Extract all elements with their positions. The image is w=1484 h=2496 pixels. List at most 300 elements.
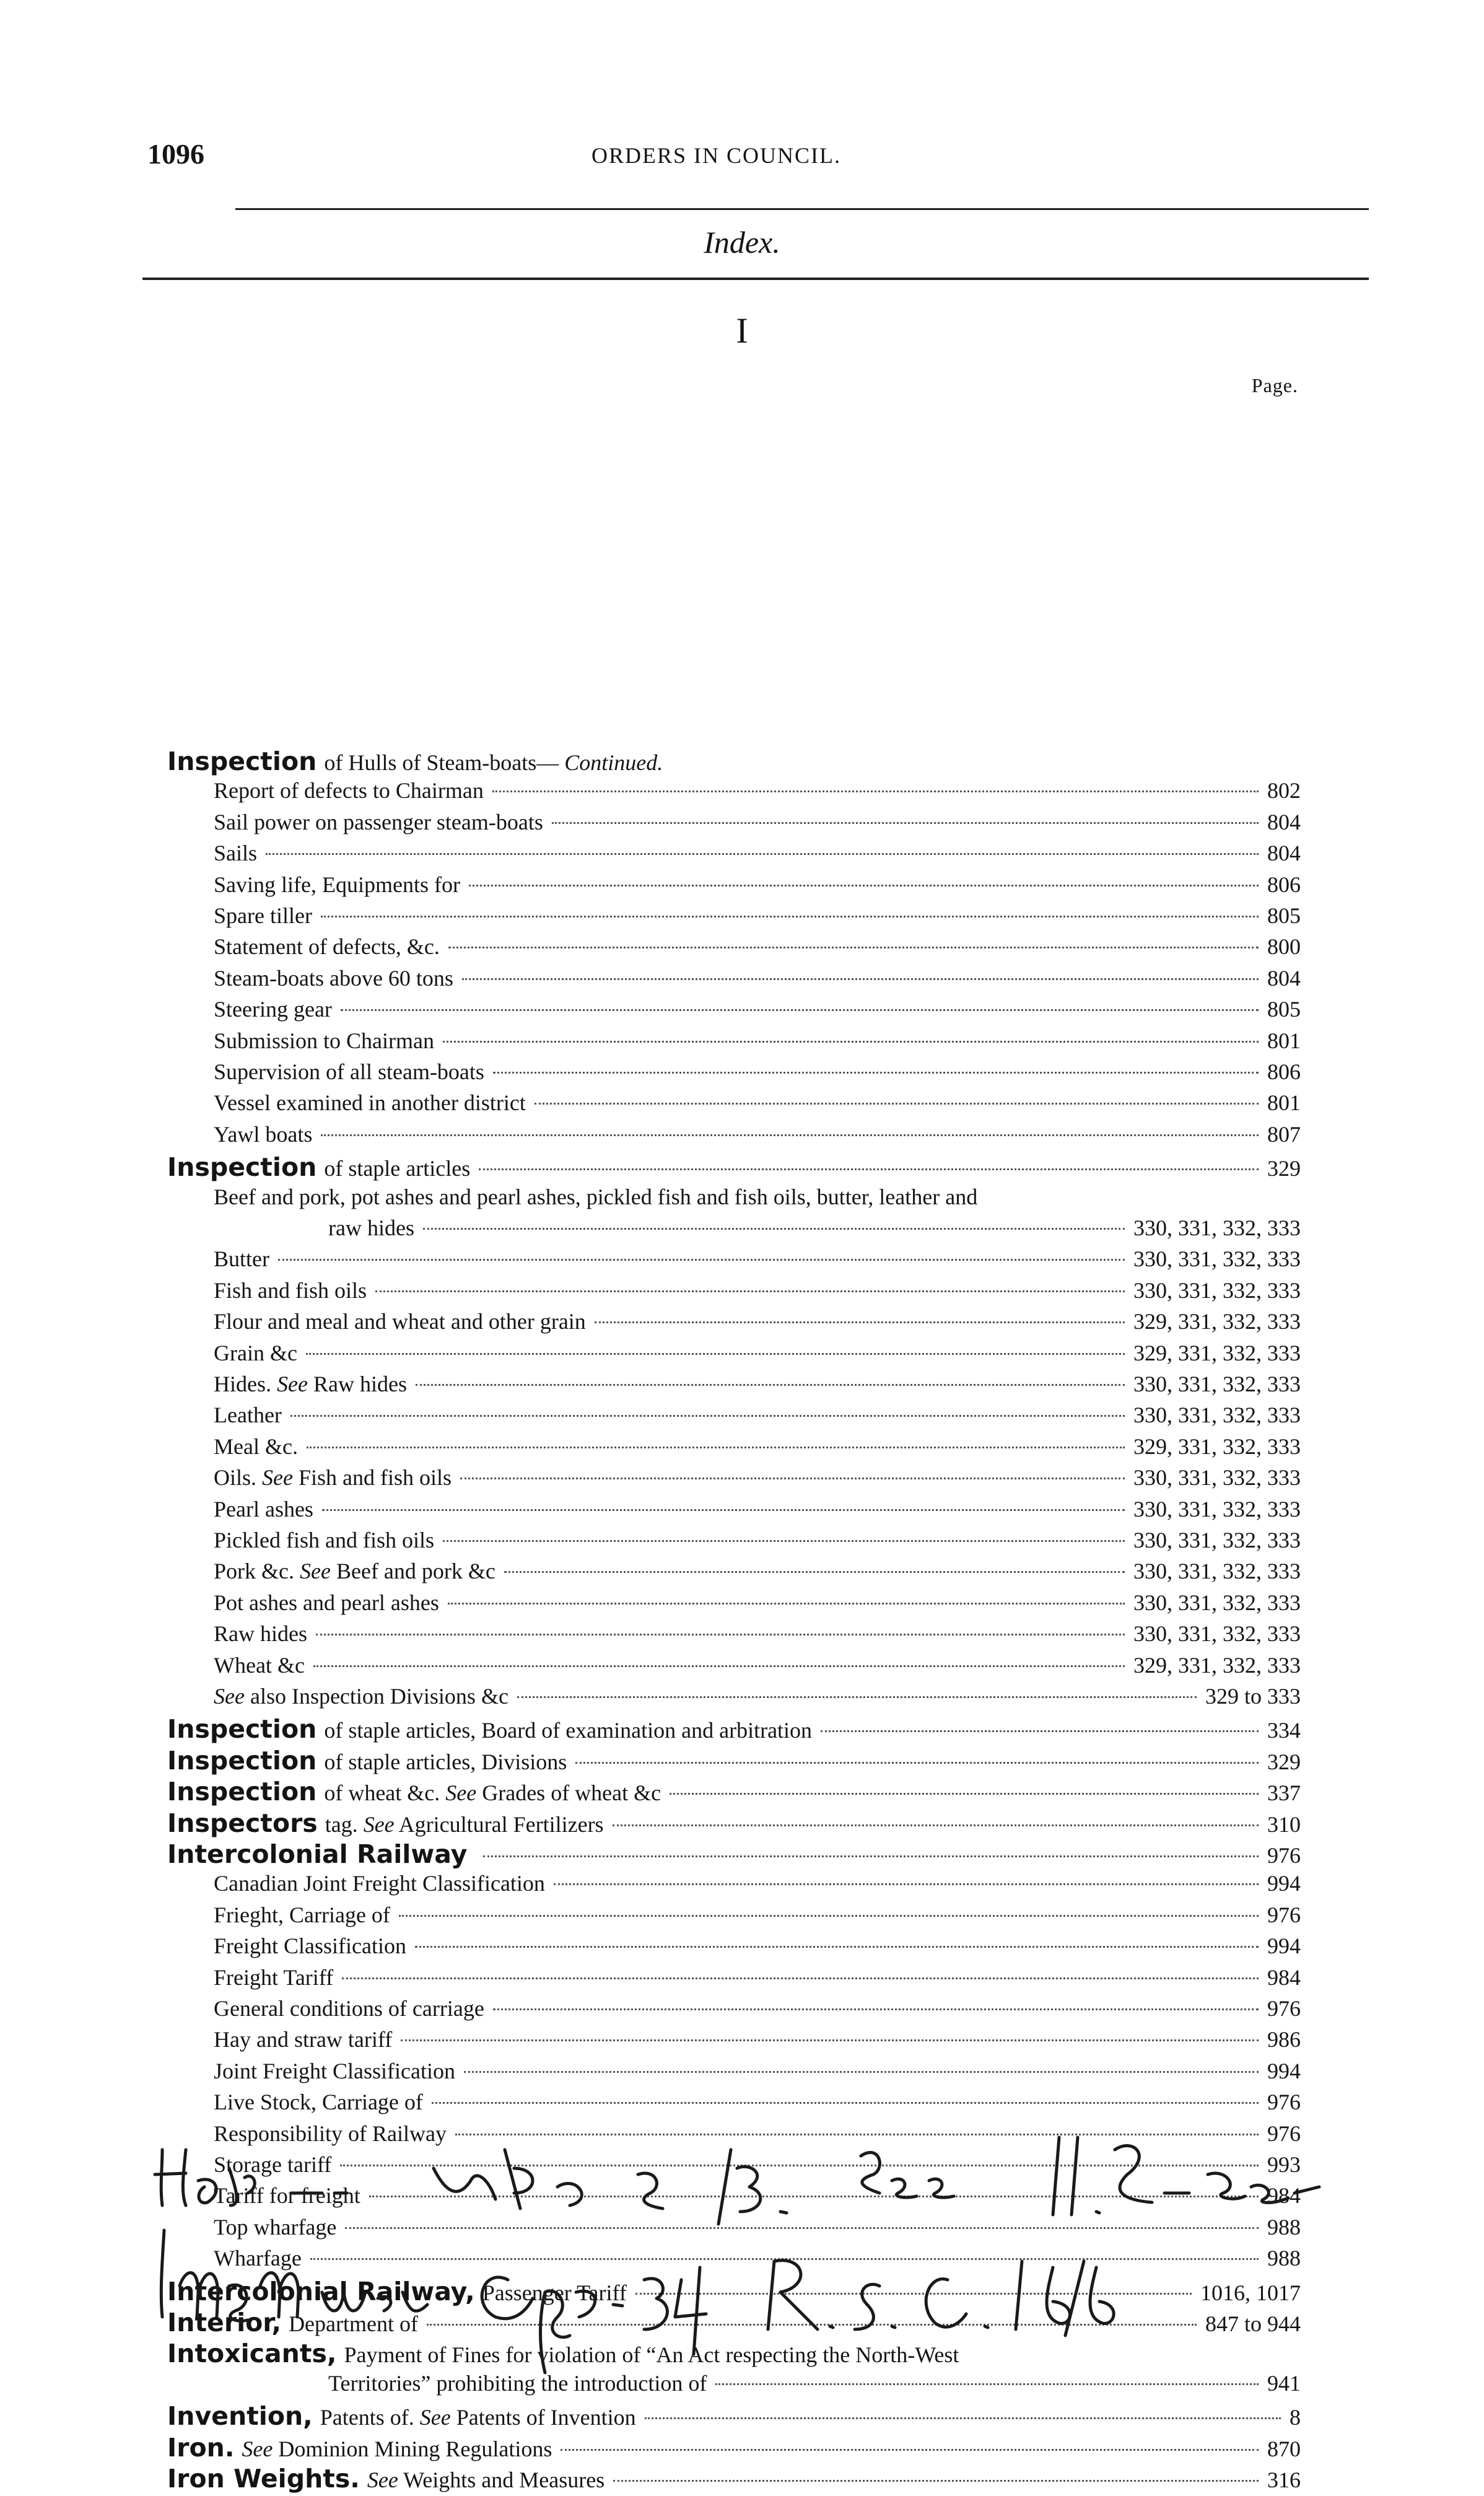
page-reference: 310 bbox=[1267, 1811, 1301, 1837]
index-subentry bbox=[214, 809, 1301, 841]
page-reference: 330, 331, 332, 333 bbox=[1133, 1621, 1301, 1647]
page-reference: 994 bbox=[1267, 2058, 1301, 2083]
page-reference: 988 bbox=[1267, 2214, 1301, 2240]
section-letter: I bbox=[736, 310, 748, 351]
dot-leader bbox=[415, 1946, 1259, 1948]
entry-text: Wheat &c bbox=[214, 1652, 305, 1678]
page-reference: 1016, 1017 bbox=[1200, 2280, 1301, 2305]
dot-leader bbox=[278, 1259, 1125, 1261]
entry-label bbox=[167, 2277, 627, 2306]
entry-reference-text: Agricultural Fertilizers bbox=[398, 1811, 604, 1837]
dot-leader bbox=[493, 1072, 1259, 1074]
index-subentry bbox=[214, 1870, 1301, 1903]
dot-leader bbox=[635, 2293, 1192, 2295]
entry-text: Sail power on passenger steam-boats bbox=[214, 809, 543, 834]
page-reference: 847 to 944 bbox=[1205, 2311, 1301, 2336]
entry-label bbox=[214, 1621, 307, 1647]
index-subentry bbox=[214, 1371, 1301, 1403]
page-reference: 330, 331, 332, 333 bbox=[1133, 1528, 1301, 1552]
see-reference: See bbox=[419, 2405, 451, 2430]
index-subentry bbox=[214, 1465, 1301, 1497]
dot-leader bbox=[321, 1134, 1259, 1136]
entry-text: Raw hides bbox=[214, 1621, 307, 1647]
index-entry-main bbox=[167, 2464, 1301, 2496]
page-reference: 976 bbox=[1267, 2090, 1301, 2115]
dot-leader bbox=[306, 1353, 1125, 1355]
page-reference: 801 bbox=[1267, 1028, 1301, 1053]
index-entry-main bbox=[167, 1152, 1301, 1185]
index-subentry bbox=[214, 1090, 1301, 1122]
index-subentry bbox=[214, 1308, 1301, 1341]
entry-label bbox=[167, 1714, 812, 1744]
entry-reference-text: Grades of wheat &c bbox=[482, 1780, 661, 1806]
entry-label bbox=[214, 2152, 331, 2178]
dot-leader bbox=[575, 1762, 1259, 1764]
entry-text: of staple articles bbox=[324, 1156, 471, 1181]
page-reference: 976 bbox=[1267, 1996, 1301, 2021]
index-entry-main bbox=[167, 1746, 1301, 1778]
entry-text: Responsibility of Railway bbox=[214, 2121, 447, 2146]
page-reference: 329, 331, 332, 333 bbox=[1133, 1652, 1301, 1678]
page-reference: 330, 331, 332, 333 bbox=[1133, 1403, 1301, 1428]
index-subentry bbox=[214, 1995, 1301, 2028]
entry-text: Sails bbox=[214, 841, 258, 866]
dot-leader bbox=[554, 1883, 1259, 1885]
entry-heading: Interior, bbox=[167, 2308, 282, 2337]
dot-leader bbox=[266, 853, 1259, 855]
entry-label bbox=[167, 1808, 604, 1838]
entry-label bbox=[214, 1340, 297, 1366]
entry-heading: Intercolonial Railway, bbox=[167, 2276, 475, 2306]
page-reference: 334 bbox=[1267, 1718, 1301, 1743]
index-subentry bbox=[214, 965, 1301, 997]
entry-label bbox=[214, 2026, 392, 2052]
entry-label bbox=[214, 809, 543, 835]
page-reference: 800 bbox=[1267, 934, 1301, 960]
dot-leader bbox=[416, 1384, 1125, 1386]
entry-text: Tariff for freight bbox=[214, 2183, 360, 2209]
index-subentry bbox=[214, 1496, 1301, 1528]
index-title: Index. bbox=[704, 225, 780, 260]
entry-heading: Invention, bbox=[167, 2401, 313, 2432]
entry-text: Frieght, Carriage of bbox=[214, 1902, 390, 1927]
entry-reference-text: Raw hides bbox=[313, 1372, 407, 1396]
page-reference: 330, 331, 332, 333 bbox=[1133, 1277, 1301, 1303]
index-entry-main bbox=[167, 2401, 1301, 2433]
page-reference: 805 bbox=[1267, 997, 1301, 1022]
entry-label bbox=[214, 1465, 452, 1491]
dot-leader bbox=[517, 1696, 1197, 1698]
entry-label bbox=[214, 1652, 305, 1678]
dot-leader bbox=[645, 2417, 1281, 2419]
entry-text: Pork &c. bbox=[214, 1559, 294, 1584]
dot-leader bbox=[492, 790, 1259, 792]
dot-leader bbox=[316, 1634, 1125, 1636]
entry-label bbox=[214, 1870, 545, 1896]
entry-label bbox=[167, 1839, 474, 1869]
page-reference: 316 bbox=[1267, 2468, 1301, 2492]
entry-text: Department of bbox=[289, 2311, 418, 2336]
page-reference: 329 bbox=[1267, 1156, 1301, 1181]
entry-text: Statement of defects, &c. bbox=[214, 934, 440, 960]
entry-text: Vessel examined in another district bbox=[214, 1090, 526, 1116]
dot-leader bbox=[455, 2134, 1259, 2135]
entry-label bbox=[214, 996, 332, 1022]
entry-text: Hay and straw tariff bbox=[214, 2027, 393, 2052]
dot-leader bbox=[369, 2196, 1259, 2197]
dot-leader bbox=[483, 1855, 1259, 1857]
entry-text: General conditions of carriage bbox=[214, 1996, 484, 2021]
entry-heading: Inspection bbox=[167, 1714, 317, 1745]
header-rule bbox=[235, 208, 1369, 210]
see-reference: See bbox=[277, 1372, 308, 1396]
dot-leader bbox=[821, 1730, 1259, 1732]
index-subentry bbox=[214, 2089, 1301, 2121]
entry-text: Pickled fish and fish oils bbox=[214, 1528, 434, 1552]
entry-text: Report of defects to Chairman bbox=[214, 778, 484, 804]
page-reference: 337 bbox=[1267, 1780, 1301, 1806]
page-reference: 329, 331, 332, 333 bbox=[1133, 1434, 1301, 1459]
entry-text: Steam-boats above 60 tons bbox=[214, 965, 453, 991]
page-reference: 805 bbox=[1267, 903, 1301, 928]
index-subentry bbox=[214, 1340, 1301, 1372]
entry-text: Spare tiller bbox=[214, 903, 312, 928]
entry-text: Freight Classification bbox=[214, 1933, 406, 1959]
dot-leader bbox=[715, 2383, 1259, 2385]
page-reference: 329, 331, 332, 333 bbox=[1133, 1340, 1301, 1365]
page-reference: 993 bbox=[1267, 2152, 1301, 2177]
page-reference: 976 bbox=[1267, 1843, 1301, 1868]
see-reference: See bbox=[300, 1559, 331, 1584]
index-subentry bbox=[214, 1933, 1301, 1965]
entry-label bbox=[167, 1152, 470, 1182]
entry-text: Grain &c bbox=[214, 1340, 297, 1365]
index-subentry bbox=[328, 1215, 1301, 1247]
page-reference: 8 bbox=[1290, 2405, 1301, 2430]
entry-text: Pearl ashes bbox=[214, 1496, 313, 1522]
page-reference: 984 bbox=[1267, 1964, 1301, 1990]
entry-text: Payment of Fines for violation of “An Act respecting the North-West bbox=[344, 2342, 959, 2368]
entry-label bbox=[167, 2339, 959, 2368]
entry-label bbox=[214, 2183, 360, 2209]
dot-leader bbox=[462, 978, 1259, 980]
index-subentry bbox=[214, 777, 1301, 810]
entry-text: Saving life, Equipments for bbox=[214, 872, 460, 897]
dot-leader bbox=[460, 1478, 1125, 1479]
dot-leader bbox=[504, 1571, 1125, 1573]
index-entry-main bbox=[167, 1777, 1301, 1809]
dot-leader bbox=[310, 2258, 1259, 2260]
page-reference: 976 bbox=[1267, 1902, 1301, 1927]
see-reference: See bbox=[242, 2436, 273, 2461]
index-subentry bbox=[214, 1059, 1301, 1091]
page-reference: 329, 331, 332, 333 bbox=[1133, 1309, 1301, 1334]
see-reference: See bbox=[214, 1684, 245, 1709]
entry-text: Territories” prohibiting the introduction of bbox=[328, 2370, 707, 2396]
entry-label bbox=[167, 747, 663, 776]
page-reference: 329 to 333 bbox=[1205, 1684, 1301, 1709]
entry-text: Freight Tariff bbox=[214, 1964, 334, 1990]
entry-label bbox=[214, 1246, 269, 1272]
entry-text: of Hulls of Steam-boats— bbox=[324, 750, 559, 775]
page-reference: 976 bbox=[1267, 2121, 1301, 2146]
entry-label bbox=[167, 2401, 636, 2431]
entry-label bbox=[214, 1028, 434, 1054]
index-subentry bbox=[214, 1683, 1301, 1715]
entry-label bbox=[214, 1184, 977, 1210]
page-reference: 330, 331, 332, 333 bbox=[1133, 1559, 1301, 1584]
entry-text: Live Stock, Carriage of bbox=[214, 2090, 423, 2115]
dot-leader bbox=[322, 1509, 1125, 1511]
index-subentry bbox=[214, 1902, 1301, 1934]
page-reference: 330, 331, 332, 333 bbox=[1133, 1590, 1301, 1615]
dot-leader bbox=[443, 1540, 1125, 1542]
entry-text: Beef and pork, pot ashes and pearl ashes, pickled fish and fish oils, butter, leather and bbox=[214, 1184, 978, 1209]
index-subentry bbox=[214, 1652, 1301, 1684]
index-subentry bbox=[214, 903, 1301, 935]
index-subentry bbox=[214, 2214, 1301, 2246]
dot-leader bbox=[321, 916, 1259, 917]
page-reference: 330, 331, 332, 333 bbox=[1133, 1496, 1301, 1522]
dot-leader bbox=[427, 2324, 1197, 2326]
page-reference: 804 bbox=[1267, 809, 1301, 834]
dot-leader bbox=[670, 1793, 1259, 1795]
index-subentry bbox=[214, 2121, 1301, 2153]
dot-leader bbox=[448, 1603, 1125, 1605]
entry-label bbox=[214, 1964, 333, 1990]
page-reference: 870 bbox=[1267, 2436, 1301, 2461]
see-reference: See bbox=[445, 1780, 477, 1806]
dot-leader bbox=[399, 1915, 1259, 1917]
entry-label bbox=[214, 2245, 302, 2271]
entry-label bbox=[214, 1308, 586, 1334]
entry-label bbox=[214, 1683, 508, 1709]
page-reference: 330, 331, 332, 333 bbox=[1133, 1465, 1301, 1491]
entry-heading: Inspection bbox=[167, 747, 317, 776]
dot-leader bbox=[595, 1321, 1125, 1323]
entry-label bbox=[214, 1933, 406, 1959]
entry-text: of wheat &c. bbox=[324, 1780, 440, 1806]
entry-label bbox=[214, 1902, 390, 1928]
entry-label bbox=[214, 1558, 495, 1584]
page-reference: 807 bbox=[1267, 1121, 1301, 1147]
entry-text: Storage tariff bbox=[214, 2152, 332, 2177]
index-entry-main bbox=[167, 1714, 1301, 1746]
dot-leader bbox=[375, 1290, 1125, 1292]
title-rule bbox=[142, 278, 1369, 280]
entry-text: of staple articles, Board of examination and arbitration bbox=[324, 1718, 813, 1743]
page-reference: 806 bbox=[1267, 872, 1301, 897]
dot-leader bbox=[342, 1977, 1259, 1979]
index-subentry bbox=[214, 1434, 1301, 1466]
page-reference: 804 bbox=[1267, 965, 1301, 991]
entry-label bbox=[214, 1995, 484, 2021]
index-subentry bbox=[214, 1621, 1301, 1653]
entry-reference-text: Fish and fish oils bbox=[298, 1465, 452, 1491]
entry-text: Butter bbox=[214, 1246, 269, 1272]
page-reference: 329 bbox=[1267, 1749, 1301, 1774]
entry-label bbox=[214, 934, 440, 960]
entry-label bbox=[328, 1215, 414, 1241]
entry-label bbox=[214, 1090, 526, 1116]
page-reference: 806 bbox=[1267, 1059, 1301, 1084]
index-entry-main bbox=[167, 1839, 1301, 1872]
page-reference: 330, 331, 332, 333 bbox=[1133, 1215, 1301, 1240]
entry-label bbox=[214, 903, 312, 929]
entry-label bbox=[214, 777, 484, 804]
entry-text: Submission to Chairman bbox=[214, 1028, 435, 1053]
entry-text: Oils. bbox=[214, 1465, 257, 1491]
dot-leader bbox=[340, 2165, 1259, 2166]
entry-heading: Intoxicants, bbox=[167, 2339, 337, 2369]
see-reference: See bbox=[363, 1811, 395, 1837]
index-subentry bbox=[214, 2183, 1301, 2215]
entry-label bbox=[214, 840, 257, 866]
page-number: 1096 bbox=[147, 138, 204, 170]
index-subentry bbox=[214, 840, 1301, 872]
page-column-label: Page. bbox=[1251, 374, 1298, 396]
index-entry-main bbox=[167, 2433, 1301, 2465]
dot-leader bbox=[448, 947, 1259, 948]
page-reference: 994 bbox=[1267, 1871, 1301, 1896]
index-entry-main bbox=[167, 747, 1301, 779]
entry-label bbox=[214, 1121, 312, 1147]
index-entry-main bbox=[167, 2277, 1301, 2309]
index-subentry bbox=[328, 2370, 1301, 2402]
entry-text: tag. bbox=[325, 1811, 358, 1837]
entry-heading: Inspection bbox=[167, 1152, 317, 1183]
entry-text: raw hides bbox=[328, 1215, 414, 1240]
entry-text: Passenger Tariff bbox=[482, 2280, 627, 2305]
entry-reference-text: also Inspection Divisions &c bbox=[250, 1684, 508, 1709]
entry-label bbox=[214, 1434, 298, 1460]
index-subentry bbox=[214, 1246, 1301, 1278]
dot-leader bbox=[432, 2102, 1259, 2104]
entry-label bbox=[167, 1746, 567, 1776]
entry-text: Patents of. bbox=[320, 2405, 414, 2430]
dot-leader bbox=[290, 1415, 1125, 1417]
index-subentry bbox=[214, 2152, 1301, 2184]
page-reference: 802 bbox=[1267, 778, 1301, 804]
index-subentry bbox=[214, 2058, 1301, 2090]
dot-leader bbox=[443, 1041, 1259, 1043]
index-subentry bbox=[214, 934, 1301, 966]
index-subentry bbox=[214, 1590, 1301, 1622]
index-subentry bbox=[214, 1402, 1301, 1434]
entry-text: Joint Freight Classification bbox=[214, 2058, 455, 2083]
page-reference: 988 bbox=[1267, 2246, 1301, 2271]
entry-reference-text: Patents of Invention bbox=[456, 2405, 636, 2430]
entry-label bbox=[214, 1496, 313, 1522]
entry-text: Canadian Joint Freight Classification bbox=[214, 1871, 545, 1896]
entry-label bbox=[214, 2089, 423, 2115]
entry-continued: Continued. bbox=[564, 750, 663, 775]
page-reference: 994 bbox=[1267, 1933, 1301, 1959]
index-subentry bbox=[214, 1028, 1301, 1060]
entry-heading: Inspection bbox=[167, 1745, 317, 1776]
dot-leader bbox=[552, 822, 1259, 824]
entry-text: Yawl boats bbox=[214, 1121, 313, 1147]
dot-leader bbox=[423, 1228, 1125, 1230]
index-subentry bbox=[214, 996, 1301, 1028]
index-entry-main bbox=[167, 2339, 1301, 2371]
entry-text: Wharfage bbox=[214, 2246, 302, 2271]
index-subentry bbox=[214, 1964, 1301, 1997]
entry-label bbox=[214, 2121, 447, 2147]
entry-label bbox=[214, 2058, 455, 2084]
dot-leader bbox=[535, 1103, 1259, 1105]
dot-leader bbox=[613, 1824, 1259, 1826]
entry-label bbox=[214, 872, 460, 898]
index-subentry bbox=[214, 872, 1301, 904]
entry-text: of staple articles, Divisions bbox=[324, 1749, 567, 1774]
entry-label bbox=[328, 2370, 707, 2396]
entry-reference-text: Beef and pork &c bbox=[336, 1559, 495, 1584]
dot-leader bbox=[613, 2480, 1259, 2482]
page-reference: 986 bbox=[1267, 2027, 1301, 2052]
entry-label bbox=[214, 1527, 434, 1553]
entry-heading: Inspectors bbox=[167, 1808, 318, 1838]
entry-text: Meal &c. bbox=[214, 1434, 298, 1459]
dot-leader bbox=[313, 1665, 1125, 1667]
entry-label bbox=[214, 1371, 407, 1397]
index-subentry bbox=[214, 1527, 1301, 1559]
entry-heading: Iron. bbox=[167, 2432, 235, 2463]
index-entry-main bbox=[167, 2308, 1301, 2340]
entry-text: Supervision of all steam-boats bbox=[214, 1059, 484, 1084]
index-entry-main bbox=[167, 1808, 1301, 1841]
index-subentry bbox=[214, 1277, 1301, 1310]
dot-leader bbox=[464, 2071, 1259, 2073]
page-reference: 984 bbox=[1267, 2183, 1301, 2209]
entry-reference-text: Weights and Measures bbox=[403, 2468, 605, 2492]
entry-text: Steering gear bbox=[214, 997, 332, 1022]
entry-text: Hides. bbox=[214, 1372, 271, 1396]
entry-label bbox=[214, 965, 453, 991]
entry-text: Top wharfage bbox=[214, 2214, 337, 2240]
entry-label bbox=[167, 1777, 661, 1806]
entry-label bbox=[167, 2464, 605, 2494]
index-subentry bbox=[214, 2245, 1301, 2277]
page-reference: 941 bbox=[1267, 2370, 1301, 2396]
dot-leader bbox=[307, 1447, 1125, 1448]
entry-reference-text: Dominion Mining Regulations bbox=[278, 2436, 552, 2461]
entry-label bbox=[167, 2308, 418, 2337]
entry-text: Leather bbox=[214, 1403, 282, 1428]
page-reference: 330, 331, 332, 333 bbox=[1133, 1372, 1301, 1396]
page-reference: 330, 331, 332, 333 bbox=[1133, 1246, 1301, 1272]
entry-label bbox=[167, 2433, 552, 2463]
dot-leader bbox=[479, 1168, 1259, 1170]
dot-leader bbox=[561, 2449, 1259, 2451]
index-subentry bbox=[214, 1184, 1301, 1216]
entry-heading: Intercolonial Railway bbox=[167, 1839, 468, 1869]
index-subentry bbox=[214, 1121, 1301, 1154]
see-reference: See bbox=[262, 1465, 293, 1491]
entry-label bbox=[214, 2214, 336, 2240]
page-reference: 801 bbox=[1267, 1090, 1301, 1116]
entry-label bbox=[214, 1277, 367, 1303]
entry-text: Flour and meal and wheat and other grain bbox=[214, 1309, 586, 1334]
entry-heading: Inspection bbox=[167, 1777, 317, 1807]
entry-label bbox=[214, 1402, 282, 1428]
entry-label bbox=[214, 1059, 484, 1085]
dot-leader bbox=[345, 2227, 1259, 2229]
entry-label bbox=[214, 1590, 439, 1616]
entry-heading: Iron Weights. bbox=[167, 2464, 360, 2494]
entry-text: Pot ashes and pearl ashes bbox=[214, 1590, 439, 1615]
dot-leader bbox=[493, 2008, 1259, 2010]
